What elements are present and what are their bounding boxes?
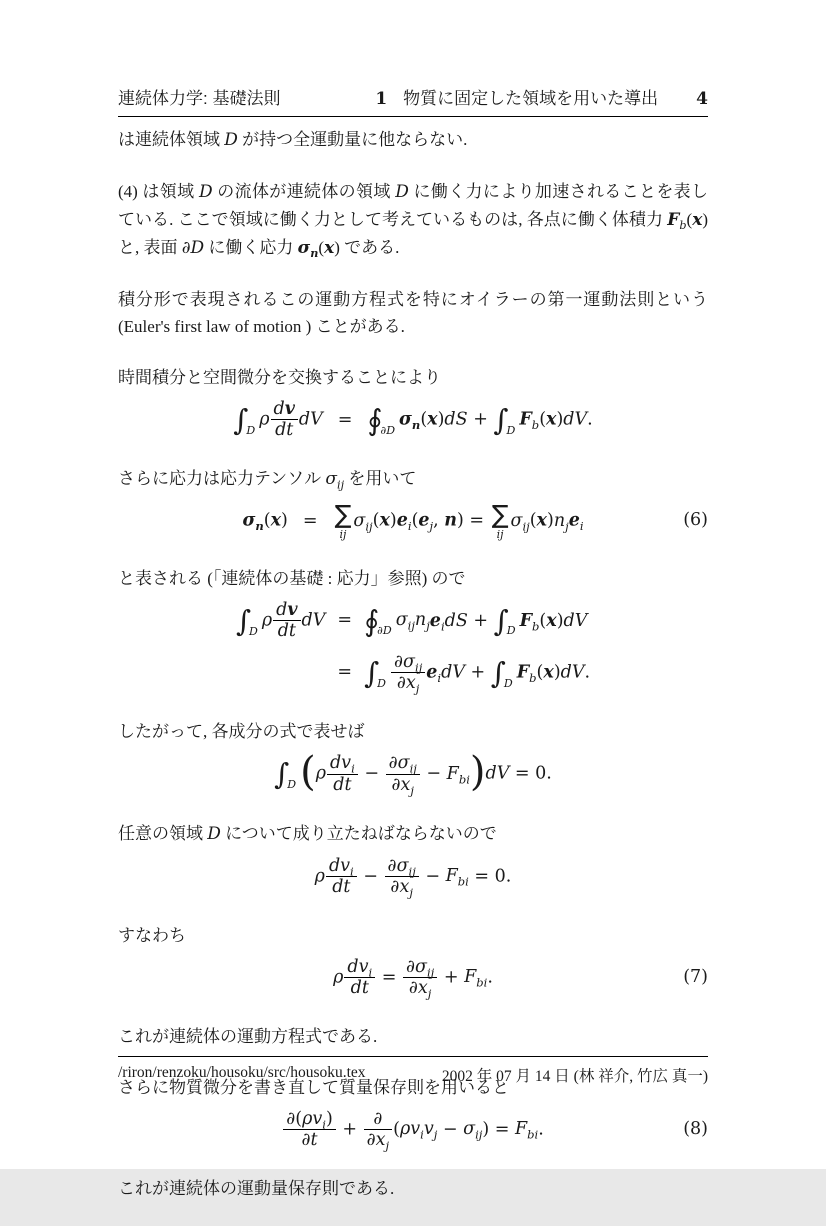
equation-math: ∫Dρ $\frac{dv}{dt}$ dV = $∮\partial D\sigma_n(x)dS + \int DF_b(x)dV$. <box>233 399 593 441</box>
document-title: 連続体力学: 基礎法則 <box>118 89 281 108</box>
equation-relation: = <box>337 610 353 631</box>
equation-math: $\sigma_n(x)$ = ∑ ij $\sigma_{ij}(x)e_i(e_j$, n) = ∑ ij $\sigma_{ij}(x)n_je_i$ <box>242 500 584 542</box>
equation-momentum-integral <box>118 399 708 441</box>
section-heading <box>375 84 658 109</box>
source-file-path: /riron/renzoku/housoku/src/housoku.tex <box>118 1064 366 1081</box>
equation-number: (8) <box>683 1118 708 1139</box>
page-footer <box>118 1056 708 1086</box>
equation-stress-tensor <box>118 501 708 541</box>
aligned-equations <box>236 600 590 694</box>
section-number: 1 <box>375 89 388 109</box>
paragraph: これが連続体の運動方程式である. <box>118 1026 378 1046</box>
page-number: 4 <box>696 89 708 109</box>
paragraph: これが連続体の運動量保存則である. <box>118 1178 395 1198</box>
equation-lhs: ∫Dρ $\frac{dv}{dt}$ dV <box>235 600 326 642</box>
paragraph: さらに応力は応力テンソル $\sigma_{ij}$ を用いて <box>118 469 417 492</box>
equation-rhs: ∫D $\partial\sigma_{ij}$ $\partial x_j$ $e_idV + \int DF_b(x)dV$. <box>364 652 591 696</box>
equation-math: ∫D (ρ $dv_i$ dt − $\partial\sigma_{ij}$ $\partial x_j$ − $F_{bi})dV = 0$. <box>274 749 552 797</box>
paragraph: 任意の領域 D について成り立たねばならないので <box>118 823 497 844</box>
paragraph: 積分形で表現されるこの運動方程式を特にオイラーの第一運動法則という (Euler's first law of motion ) ことがある. <box>118 290 708 336</box>
paragraph: (4) は領域 D の流体が連続体の領域 D に働く力により加速されることを表している. ここで領域に働く力として考えているものは, 各点に働く体積力 $F_b(x)$ と, 表面 ∂D に働く応力 $\sigma_n(x)$ である. <box>118 182 709 261</box>
paragraph: と表される (「連続体の基礎 : 応力」参照) ので <box>118 569 466 589</box>
paragraph: さらに物質微分を書き直して質量保存則を用いると <box>118 1077 509 1097</box>
equation-pointwise <box>118 856 708 898</box>
equation-component-integral <box>118 749 708 797</box>
equation-momentum-conservation <box>118 1109 708 1151</box>
equation-number: (7) <box>683 966 708 987</box>
paragraph: したがって, 各成分の式で表せば <box>118 722 365 742</box>
paragraph: は連続体領域 D が持つ全運動量に他ならない. <box>118 130 468 150</box>
equation-math: ρ $dv_i$ dt − $\partial\sigma_{ij}$ $\partial x_j$ − $F_{bi} = 0$. <box>314 855 512 900</box>
equation-math: $\partial(\rho v_i)$ ∂t + ∂ $\partial x_j$ $(\rho v_iv_j - \sigma_{ij}) = F_{bi}$. <box>282 1109 544 1151</box>
revision-date-authors: 2002 年 07 月 14 日 (林 祥介, 竹広 真一) <box>441 1068 708 1085</box>
paragraph: 時間積分と空間微分を交換することにより <box>118 368 441 387</box>
paragraph: すなわち <box>118 925 186 945</box>
equation-substituted <box>118 600 708 694</box>
equation-number: (6) <box>683 510 708 531</box>
equation-of-motion <box>118 957 708 999</box>
section-title: 物質に固定した領域を用いた導出 <box>403 89 659 108</box>
page-header <box>118 84 708 117</box>
equation-math: ρ $dv_i$ dt = $\partial\sigma_{ij}$ $\partial x_j$ + $F_{bi}$. <box>333 956 493 1001</box>
equation-relation: = <box>337 662 353 683</box>
equation-rhs: $∮\partial D\sigma_{ij}n_je_idS + \int DF_b(x)dV$ <box>364 603 588 638</box>
